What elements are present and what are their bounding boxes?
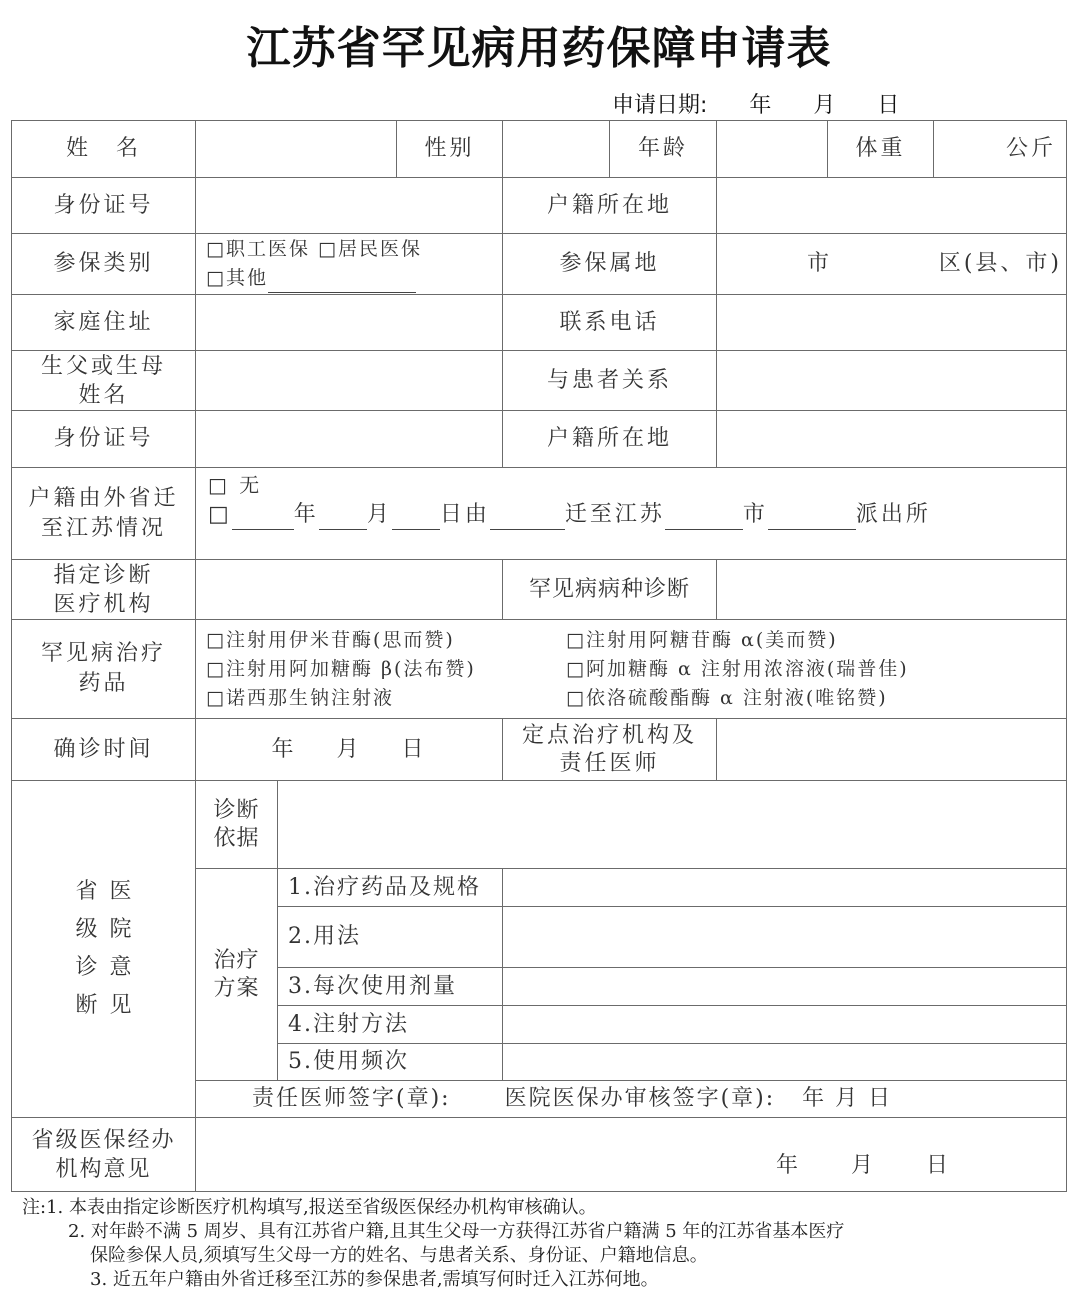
parent-id-field[interactable] bbox=[195, 410, 503, 468]
insurance-type-label: 参保类别 bbox=[11, 233, 196, 295]
agency-month: 月 bbox=[851, 1153, 877, 1178]
apply-date-label: 申请日期: bbox=[612, 93, 708, 118]
insurance-place-district: 区(县、市) bbox=[938, 251, 1062, 276]
treatment-doctor-label-line1: 定点治疗机构及 bbox=[521, 722, 697, 748]
checkbox-drug-agalsidase-beta[interactable]: □注射用阿加糖酶 β(法布赞) bbox=[206, 657, 476, 680]
institution-field[interactable] bbox=[195, 559, 503, 620]
apply-date bbox=[612, 88, 899, 119]
plan-item-drug-spec: 1.治疗药品及规格 bbox=[277, 868, 503, 907]
note-3: 3. 近五年户籍由外省迁移至江苏的参保患者,需填写何时迁入江苏何地。 bbox=[90, 1269, 659, 1290]
treatment-doctor-label-line2: 责任医师 bbox=[559, 750, 660, 776]
agency-opinion-label bbox=[11, 1117, 196, 1192]
migration-police-blank[interactable] bbox=[768, 507, 856, 530]
migration-label-line2: 至江苏情况 bbox=[40, 515, 166, 541]
migration-city-blank[interactable] bbox=[665, 507, 743, 530]
migration-year-blank[interactable] bbox=[232, 507, 294, 530]
weight-unit: 公斤 bbox=[1005, 136, 1056, 161]
age-field[interactable] bbox=[716, 120, 828, 178]
checkbox-drug-alglucosidase-alfa[interactable]: □注射用阿糖苷酶 α(美而赞) bbox=[566, 628, 838, 651]
hukou-label: 户籍所在地 bbox=[502, 177, 717, 234]
migration-month-text: 月 bbox=[366, 502, 392, 527]
hospital-opinion-char: 院 bbox=[109, 917, 132, 942]
migration-field bbox=[195, 467, 1067, 560]
name-label: 姓 名 bbox=[11, 120, 196, 178]
other-insurance-blank[interactable] bbox=[268, 270, 416, 293]
insurance-place-field[interactable] bbox=[716, 233, 1067, 295]
parent-hukou-field[interactable] bbox=[716, 410, 1067, 468]
treatment-doctor-field[interactable] bbox=[716, 718, 1067, 781]
notes bbox=[22, 1196, 844, 1292]
doctor-signature-label: 责任医师签字(章): bbox=[252, 1086, 451, 1111]
disease-diagnosis-field[interactable] bbox=[716, 559, 1067, 620]
diagnosis-basis-label bbox=[195, 780, 278, 869]
checkbox-drug-imiglucerase[interactable]: □注射用伊米苷酶(思而赞) bbox=[206, 628, 455, 651]
plan-item-usage: 2.用法 bbox=[277, 906, 503, 968]
migration-date-checkbox[interactable]: □ bbox=[208, 502, 232, 527]
hospital-sign-year: 年 bbox=[802, 1086, 827, 1111]
migration-city-text: 市 bbox=[742, 502, 768, 527]
parent-name-label bbox=[11, 350, 196, 411]
plan-item-usage-field[interactable] bbox=[502, 906, 1067, 968]
apply-date-year: 年 bbox=[749, 93, 772, 118]
parent-hukou-label: 户籍所在地 bbox=[502, 410, 717, 468]
plan-item-injection-method-field[interactable] bbox=[502, 1005, 1067, 1044]
migration-police-text: 派出所 bbox=[855, 502, 931, 527]
plan-item-drug-spec-field[interactable] bbox=[502, 868, 1067, 907]
relation-label: 与患者关系 bbox=[502, 350, 717, 411]
diagnosis-basis-label-line2: 依据 bbox=[213, 825, 260, 851]
treatment-plan-label-line1: 治疗 bbox=[213, 947, 260, 973]
hospital-opinion-char: 见 bbox=[109, 993, 132, 1018]
drugs-label-line2: 药品 bbox=[78, 671, 129, 696]
migration-from-text: 日由 bbox=[439, 502, 490, 527]
parent-id-label: 身份证号 bbox=[11, 410, 196, 468]
checkbox-other-insurance[interactable]: □其他 bbox=[206, 267, 268, 289]
institution-label-line2: 医疗机构 bbox=[53, 591, 154, 617]
phone-label: 联系电话 bbox=[502, 294, 717, 351]
insurance-place-city: 市 bbox=[807, 251, 833, 276]
plan-item-dose-field[interactable] bbox=[502, 967, 1067, 1006]
agency-year: 年 bbox=[776, 1153, 802, 1178]
migration-month-blank[interactable] bbox=[319, 507, 367, 530]
migration-label-line1: 户籍由外省迁 bbox=[28, 485, 179, 511]
confirm-year: 年 bbox=[271, 736, 297, 762]
hospital-signature-row[interactable] bbox=[195, 1080, 1067, 1118]
parent-name-label-line2: 姓名 bbox=[78, 382, 129, 408]
hospital-opinion-char: 诊 bbox=[75, 955, 98, 980]
parent-name-label-line1: 生父或生母 bbox=[40, 353, 166, 379]
gender-field[interactable] bbox=[502, 120, 610, 178]
migration-year-text: 年 bbox=[293, 502, 319, 527]
id-number-field[interactable] bbox=[195, 177, 503, 234]
drugs-options bbox=[195, 619, 1067, 719]
hospital-opinion-char: 省 bbox=[75, 879, 98, 904]
agency-opinion-field[interactable] bbox=[195, 1117, 1067, 1192]
apply-date-day: 日 bbox=[877, 93, 900, 118]
checkbox-drug-nusinersen[interactable]: □诺西那生钠注射液 bbox=[206, 686, 394, 709]
checkbox-drug-agalsidase-alfa[interactable]: □阿加糖酶 α 注射用浓溶液(瑞普佳) bbox=[566, 657, 909, 680]
relation-field[interactable] bbox=[716, 350, 1067, 411]
plan-item-frequency-field[interactable] bbox=[502, 1043, 1067, 1081]
confirm-date-label: 确诊时间 bbox=[11, 718, 196, 781]
hospital-opinion-char: 意 bbox=[109, 955, 132, 980]
migration-none-option[interactable]: □ 无 bbox=[208, 473, 263, 497]
hukou-field[interactable] bbox=[716, 177, 1067, 234]
migration-label bbox=[11, 467, 196, 560]
disease-diagnosis-label: 罕见病病种诊断 bbox=[502, 559, 717, 620]
id-number-label: 身份证号 bbox=[11, 177, 196, 234]
diagnosis-basis-label-line1: 诊断 bbox=[213, 797, 260, 823]
plan-item-frequency: 5.使用频次 bbox=[277, 1043, 503, 1081]
phone-field[interactable] bbox=[716, 294, 1067, 351]
institution-label-line1: 指定诊断 bbox=[53, 562, 154, 588]
agency-opinion-label-line2: 机构意见 bbox=[55, 1156, 152, 1182]
diagnosis-basis-field[interactable] bbox=[277, 780, 1067, 869]
hospital-sign-month: 月 bbox=[835, 1086, 860, 1111]
hospital-opinion-label bbox=[11, 780, 196, 1118]
treatment-plan-label bbox=[195, 868, 278, 1081]
hospital-sign-day: 日 bbox=[868, 1086, 893, 1111]
confirm-month: 月 bbox=[336, 736, 362, 762]
name-field[interactable] bbox=[195, 120, 397, 178]
hospital-opinion-char: 断 bbox=[75, 993, 98, 1018]
plan-item-dose: 3.每次使用剂量 bbox=[277, 967, 503, 1006]
migration-day-blank[interactable] bbox=[392, 507, 440, 530]
insurance-place-label: 参保属地 bbox=[502, 233, 717, 295]
migration-to-text: 迁至江苏 bbox=[564, 502, 665, 527]
hospital-opinion-char: 级 bbox=[75, 917, 98, 942]
weight-label: 体重 bbox=[827, 120, 934, 178]
checkbox-resident-insurance[interactable]: □居民医保 bbox=[318, 238, 422, 260]
confirm-day: 日 bbox=[401, 736, 427, 762]
gender-label: 性别 bbox=[396, 120, 503, 178]
drugs-label-line1: 罕见病治疗 bbox=[40, 641, 166, 666]
plan-item-injection-method: 4.注射方法 bbox=[277, 1005, 503, 1044]
institution-label bbox=[11, 559, 196, 620]
insurance-type-options bbox=[195, 233, 503, 295]
checkbox-employee-insurance[interactable]: □职工医保 bbox=[206, 238, 310, 260]
office-signature-label: 医院医保办审核签字(章): bbox=[504, 1086, 776, 1111]
address-label: 家庭住址 bbox=[11, 294, 196, 351]
drugs-label bbox=[11, 619, 196, 719]
migration-origin-blank[interactable] bbox=[490, 507, 565, 530]
age-label: 年龄 bbox=[609, 120, 717, 178]
treatment-doctor-label bbox=[502, 718, 717, 781]
parent-name-field[interactable] bbox=[195, 350, 503, 411]
checkbox-drug-elosulfase-alfa[interactable]: □依洛硫酸酯酶 α 注射液(唯铭赞) bbox=[566, 686, 888, 709]
treatment-plan-label-line2: 方案 bbox=[213, 975, 260, 1001]
agency-day: 日 bbox=[926, 1153, 952, 1178]
note-2-continued: 保险参保人员,须填写生父母一方的姓名、与患者关系、身份证、户籍地信息。 bbox=[90, 1245, 708, 1266]
hospital-opinion-char: 医 bbox=[109, 879, 132, 904]
form-title: 江苏省罕见病用药保障申请表 bbox=[246, 23, 832, 74]
note-2: 2. 对年龄不满 5 周岁、具有江苏省户籍,且其生父母一方获得江苏省户籍满 5 年的江苏省基本医疗 bbox=[68, 1221, 845, 1242]
apply-date-month: 月 bbox=[813, 93, 836, 118]
agency-opinion-label-line1: 省级医保经办 bbox=[31, 1127, 176, 1153]
confirm-date-field[interactable] bbox=[195, 718, 503, 781]
weight-field[interactable] bbox=[933, 120, 1067, 178]
note-1: 注:1. 本表由指定诊断医疗机构填写,报送至省级医保经办机构审核确认。 bbox=[22, 1197, 597, 1218]
address-field[interactable] bbox=[195, 294, 503, 351]
